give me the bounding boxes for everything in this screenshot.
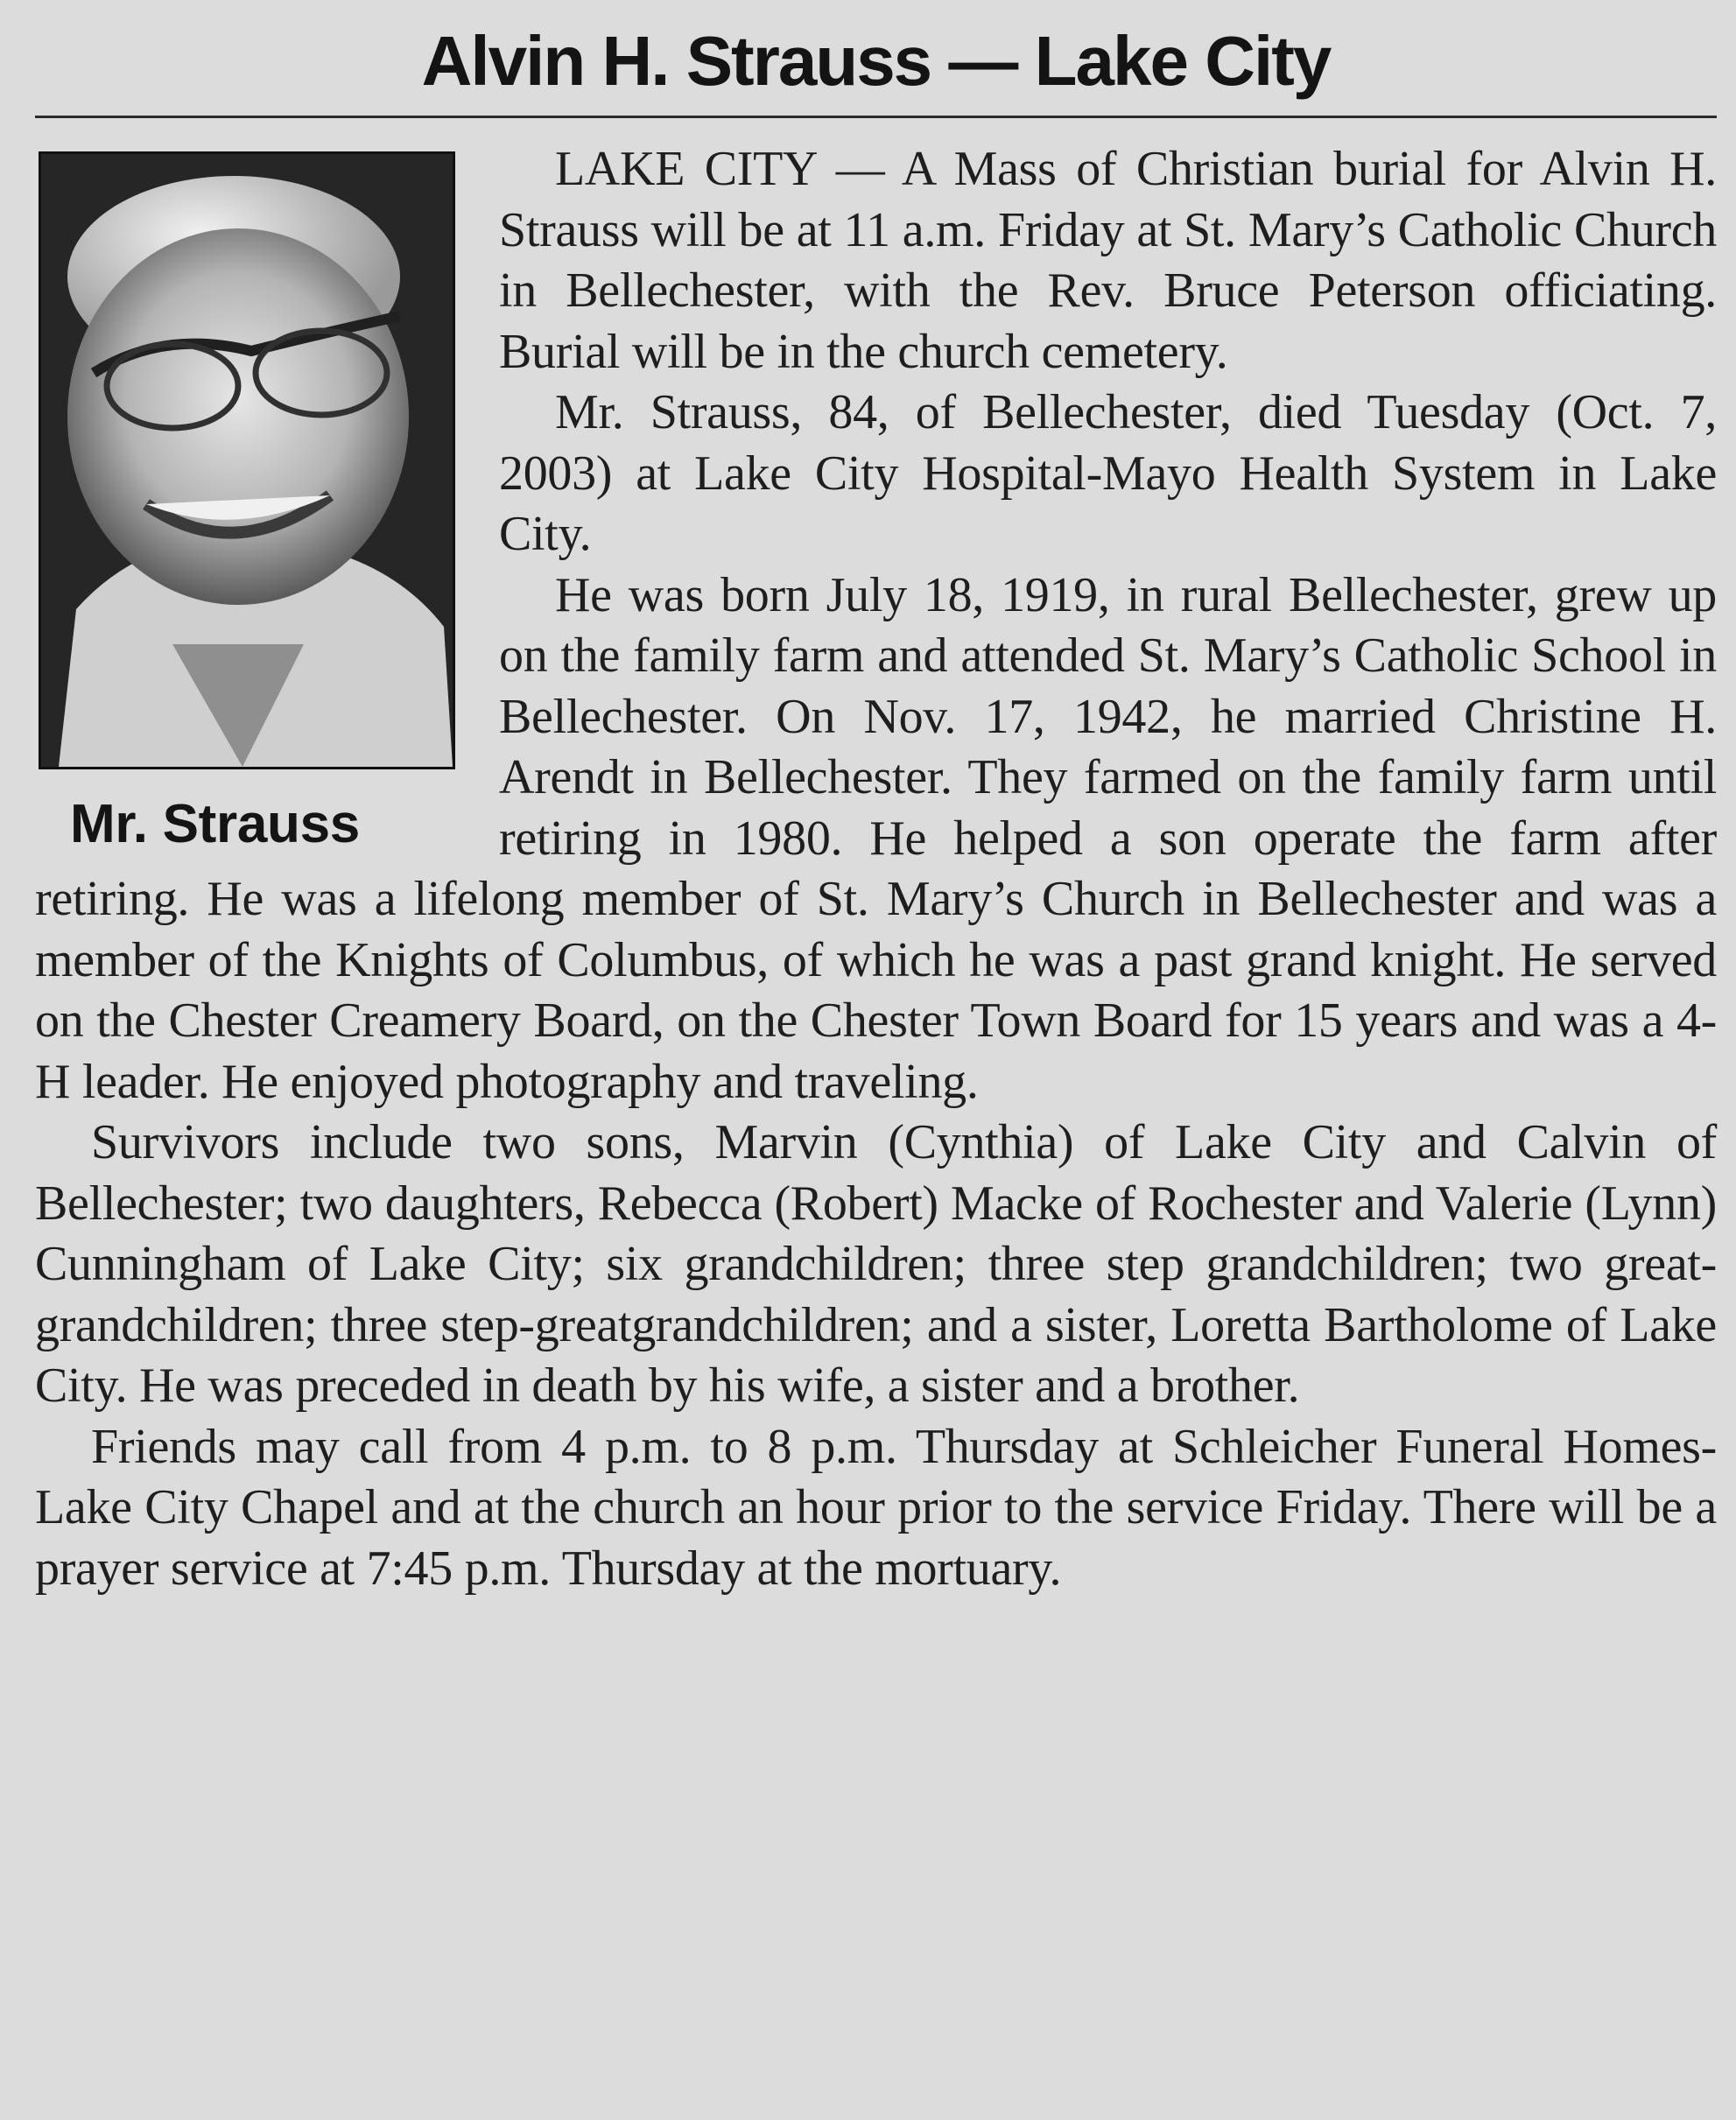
portrait-photo [39,151,455,769]
paragraph-survivors: Survivors include two sons, Marvin (Cynthia) of Lake City and Calvin of Bellechester; two daughters, Rebecca (Robert) Macke of Rochester and Valerie (Lynn) Cunningham of Lake City; six grandchildren; three step grandchildren; two great-grandchildren; three step-greatgrandchildren; and a sister, Loretta Bartholome of Lake City. He was preceded in death by his wife, a sister and a brother. [35,1115,1717,1413]
photo-caption: Mr. Strauss [70,794,360,854]
paragraph-life: He was born July 18, 1919, in rural Bellechester, grew up on the family farm and attended St. Mary’s Catholic School in Bellechester. On Nov. 17, 1942, he married Christine H. Arendt in Bellechester. They farmed on the family farm until retiring in 1980. He helped a son operate the farm after retiring. He was a lifelong member of St. Mary’s Church in Bellechester and was a member of the Knights of Columbus, of which he was a past grand knight. He served on the Chester Creamery Board, on the Chester Town Board for 15 years and was a 4-H leader. He enjoyed photography and traveling. [35,567,1717,1109]
headline-rule [35,116,1717,118]
photo-block [39,151,459,855]
article-body [35,139,1717,1599]
portrait-icon [41,154,453,767]
paragraph-visitation: Friends may call from 4 p.m. to 8 p.m. Thursday at Schleicher Funeral Homes-Lake City Chapel and at the church an hour prior to the service Friday. There will be a prayer service at 7:45 p.m. Thursday at the mortuary. [35,1419,1717,1596]
paragraph-death: Mr. Strauss, 84, of Bellechester, died Tuesday (Oct. 7, 2003) at Lake City Hospital-Mayo Health System in Lake City. [499,385,1717,561]
paragraph-service: LAKE CITY — A Mass of Christian burial for Alvin H. Strauss will be at 11 a.m. Friday at St. Mary’s Catholic Church in Bellechester, with the Rev. Bruce Peterson officiating. Burial will be in the church cemetery. [499,142,1717,379]
headline: Alvin H. Strauss — Lake City [421,22,1331,100]
